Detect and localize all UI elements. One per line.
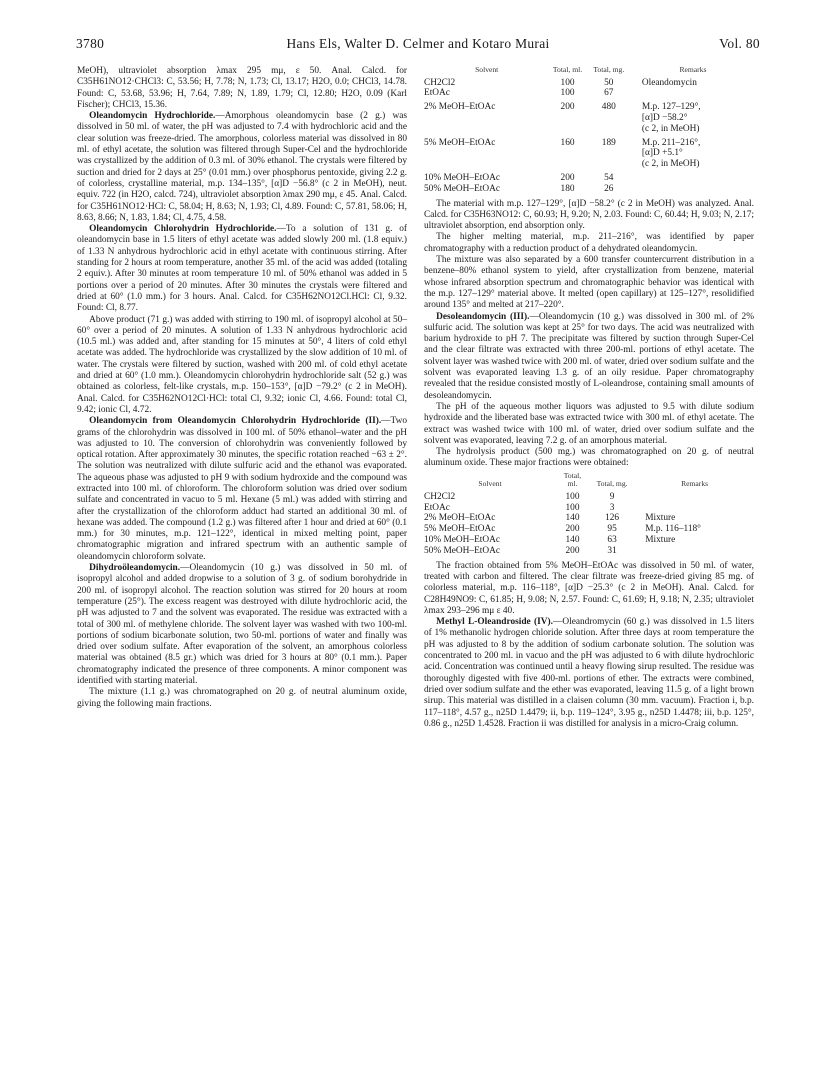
paragraph: The mixture (1.1 g.) was chromatographed on 20 g. of neutral aluminum oxide, giving the following main fractions. <box>77 687 407 709</box>
mass-cell: 126 <box>605 513 620 524</box>
column-header: Solvent <box>478 479 502 489</box>
remarks-cell: (c 2, in MeOH) <box>641 159 700 170</box>
mass-cell: 50 <box>604 77 614 88</box>
mass-cell: 480 <box>601 102 616 113</box>
table-row <box>424 159 754 170</box>
paragraph: The pH of the aqueous mother liquors was adjusted to 9.5 with dilute sodium hydroxide and the liberated base was extracted twice with 300 ml. of ethyl acetate. The extract was washed twice with 100 ml. of water, dried over sodium sulfate and the solvent was evaporated, leaving 7.2 g. of an amorphous material. <box>424 401 754 446</box>
table-row <box>424 524 754 535</box>
table-row <box>424 492 754 503</box>
remarks-cell: M.p. 116–118° <box>645 524 701 535</box>
section-heading: Desoleandomycin (III). <box>436 311 530 322</box>
fractions-table-1 <box>424 66 754 195</box>
solvent-cell: EtOAc <box>424 502 450 513</box>
table-row <box>424 184 754 195</box>
solvent-cell: 5% MeOH–EtOAc <box>424 137 496 148</box>
volume-cell: 100 <box>560 88 575 99</box>
paragraph <box>77 416 407 563</box>
paragraph: Above product (71 g.) was added with stirring to 190 ml. of isopropyl alcohol at 50–60° over a period of 20 minutes. A solution of 1.33 N anhydrous hydrochloric acid (10.5 ml.) was added and, after standing for 15 minutes at 50°, 4 liters of cold ethyl acetate was added. The hydrochloride was crystallized by the slow addition of 10 ml. of water. The crystals were filtered by suction, washed with 200 ml. of cold ethyl acetate and dried at 60° (1.0 mm.). Oleandomycin chlorohydrin hydrochloride salt (52 g.) was obtained as colorless, felt-like crystals, m.p. 150–153°, [α]D −79.2° (c 2 in MeOH). Anal. Calcd. for C35H62NO12Cl·HCl: total Cl, 9.32; ionic Cl, 4.66. Found: total Cl, 9.42; ionic Cl, 4.72. <box>77 314 407 415</box>
column-header: Solvent <box>475 65 499 74</box>
remarks-cell: [α]D −58.2° <box>641 112 688 123</box>
section-heading: Oleandomycin from Oleandomycin Chlorohydrin Hydrochloride (II). <box>89 416 382 427</box>
mass-cell: 95 <box>607 524 617 535</box>
paragraph: The material with m.p. 127–129°, [α]D −58.2° (c 2 in MeOH) was analyzed. Anal. Calcd. for C35H63NO12: C, 60.93; H, 9.20; N, 2.03. Found: C, 60.44; H, 9.03; N, 2.17; ultraviolet absorption, end absorption only. <box>424 198 754 232</box>
paragraph <box>424 312 754 402</box>
paragraph-text: —Two grams of the chlorohydrin was dissolved in 100 ml. of 50% ethanol–water and the pH was adjusted to 10. The conversion of chlorohydrin was conveniently followed by optical rotation. After approximately 30 minutes, the specific rotation reached −63 ± 2°. The solution was neutralized with dilute sulfuric acid and the ethanol was evaporated. The aqueous phase was adjusted to pH 9 with sodium hydroxide and the compound was extracted into 100 ml. of chloroform. The chloroform solution was dried over sodium sulfate and concentrated in vacuo to 5 ml. Hexane (5 ml.) was added with stirring and after the crystallization of the chloroform adduct had started an additional 30 ml. of hexane was added. The compound (1.2 g.) was filtered after 1 hour and dried at 60° (0.1 mm.) for 30 minutes, m.p. 121–122°, identical in mixed melting point, paper chromatographic migration and infrared spectrum with an authentic sample of oleandomycin chloroform solvate. <box>77 416 407 562</box>
remarks-cell <box>632 170 754 184</box>
volume-label: Vol. 80 <box>719 36 760 51</box>
remarks-cell <box>635 492 754 503</box>
volume-cell: 100 <box>565 491 580 502</box>
paragraph-text: —Oleandomycin (10 g.) was dissolved in 300 ml. of 2% sulfuric acid. The solution was kept at 25° for two days. The acid was neutralized with barium hydroxide to pH 7. The precipitate was filtered by suction through Super-Cel and the clear filtrate was extracted with three 200-ml. portions of ethyl acetate. The solvent layer was washed twice with 200 ml. of water, dried over sodium sulfate and the solvent was evaporated leaving 1.3 g. of an oily residue. Paper chromatography revealed that the residue consisted mostly of L-oleandrose, containing small amounts of desoleandomycin. <box>424 311 754 401</box>
table-row <box>424 170 754 184</box>
volume-cell: 140 <box>565 513 580 524</box>
volume-cell: 200 <box>565 524 580 535</box>
section-heading: Oleandomycin Hydrochloride. <box>89 111 216 122</box>
volume-cell: 200 <box>565 545 580 556</box>
remarks-cell <box>635 503 754 514</box>
mass-cell: 3 <box>609 502 615 513</box>
table-row <box>424 135 754 149</box>
paragraph-text: —Amorphous oleandomycin base (2 g.) was dissolved in 50 ml. of water, the pH was adjusted to 7.4 with hydrochloric acid and the clear solution was freeze-dried. The amorphous, colorless material was dissolved in 80 ml. of ethyl acetate, the solution was filtered through Super-Cel and the hydrochloride was crystallized by the addition of 0.3 ml. of 30% ethanol. The crystals were filtered by suction and dried for 2 days at 25° (0.01 mm.) over phosphorus pentoxide, giving 2.2 g. of colorless, crystalline material, m.p. 134–135°, [α]D −56.8° (c 2 in MeOH), neut. equiv. 722 (in H2O, calcd. 724), ultraviolet absorption λmax 290 mμ, ε 45. Anal. Calcd. for C35H61NO12·HCl: C, 58.04; H, 8.63; N, 1.93; Cl, 4.89. Found: C, 57.81, 58.06; H, 8.63, 8.66; N, 1.83, 1.84; Cl, 4.75, 4.58. <box>77 111 407 223</box>
remarks-cell <box>632 184 754 195</box>
table-row <box>424 535 754 546</box>
column-header: Total, ml. <box>563 470 582 489</box>
paragraph: MeOH), ultraviolet absorption λmax 295 mμ, ε 50. Anal. Calcd. for C35H61NO12·CHCl3: C, 53.56; H, 7.78; N, 1.73; Cl, 13.17; H2O, 0.0; CHCl3, 14.78. Found: C, 53.68, 53.96; H, 7.64, 7.89; N, 1.89, 1.79; Cl, 12.80; H2O, 0.09 (Karl Fischer); CHCl3, 15.36. <box>77 66 407 110</box>
table-row <box>424 503 754 514</box>
table-row <box>424 113 754 124</box>
mass-cell <box>586 159 632 170</box>
volume-cell: 100 <box>560 77 575 88</box>
remarks-cell: Mixture <box>645 513 676 524</box>
solvent-cell: 10% MeOH–EtOAc <box>424 172 501 183</box>
solvent-cell: 10% MeOH–EtOAc <box>424 535 501 546</box>
volume-cell: 160 <box>560 137 575 148</box>
volume-cell: 140 <box>565 535 580 546</box>
paragraph: The hydrolysis product (500 mg.) was chromatographed on 20 g. of neutral aluminum oxide. These major fractions were obtained: <box>424 447 754 469</box>
page-number: 3780 <box>76 36 105 51</box>
volume-cell <box>549 124 585 135</box>
paragraph: The higher melting material, m.p. 211–216°, was identified by paper chromatography with a reduction product of a dehydrated oleandomycin. <box>424 232 754 254</box>
mass-cell <box>586 124 632 135</box>
column-header: Remarks <box>681 479 709 489</box>
solvent-cell <box>424 148 549 159</box>
remarks-cell <box>632 88 754 99</box>
solvent-cell <box>424 113 549 124</box>
volume-cell: 200 <box>560 172 575 183</box>
remarks-cell <box>635 546 754 557</box>
table-row <box>424 78 754 89</box>
table-row <box>424 88 754 99</box>
table-row <box>424 148 754 159</box>
mass-cell: 189 <box>601 137 616 148</box>
remarks-cell: M.p. 211–216°, <box>641 137 701 148</box>
volume-cell: 100 <box>565 502 580 513</box>
solvent-cell: CH2Cl2 <box>424 77 456 88</box>
remarks-cell: [α]D +5.1° <box>641 148 683 159</box>
volume-cell: 180 <box>560 183 575 194</box>
fractions-table-2 <box>424 472 754 557</box>
paragraph: The fraction obtained from 5% MeOH–EtOAc was dissolved in 50 ml. of water, treated with carbon and filtered. The clear filtrate was freeze-dried giving 85 mg. of colorless material, m.p. 116–118°, [α]D −25.3° (c 2 in MeOH). Anal. Calcd. for C28H49NO9: C, 61.85; H, 9.08; N, 2.57. Found: C, 61.69; H, 9.18; N, 2.35; ultraviolet λmax 293–296 mμ ε 40. <box>424 560 754 616</box>
mass-cell: 31 <box>607 545 617 556</box>
solvent-cell <box>424 124 549 135</box>
column-header: Remarks <box>679 65 707 74</box>
paragraph-text: —Oleandomycin (10 g.) was dissolved in 50 ml. of isopropyl alcohol and added dropwise to a solution of 3 g. of sodium borohydride in 200 ml. of isopropyl alcohol. The reaction solution was stirred for 20 hours at room temperature (25°). The excess reagent was destroyed with dilute hydrochloric acid, the pH was adjusted to 7 and the solvent was evaporated. The residue was extracted with a total of 300 ml. of methylene chloride. The solvent layer was washed with two 100-ml. portions of sodium bicarbonate solution, two 50-ml. portions of water and finally was dried over sodium sulfate. After evaporation of the solvent, an amorphous colorless material was obtained (8.5 gr.) which was dried for 3 hours at 80° (0.1 mm.). Paper chromatography indicated the presence of three components. A minor component was identified with starting material. <box>77 563 407 687</box>
table-header-row <box>424 472 754 492</box>
table-row <box>424 546 754 557</box>
remarks-cell: Mixture <box>645 535 676 546</box>
mass-cell: 26 <box>604 183 614 194</box>
paragraph-text: —To a solution of 131 g. of oleandomycin base in 1.5 liters of ethyl acetate was added slowly 200 ml. (1.8 equiv.) of 1.33 N anhydrous hydrochloric acid in ethyl acetate with continuous stirring. After standing for 2 hours at room temperature, another 35 ml. of the acid was added (totaling 2 equiv.). After 30 minutes at room temperature 10 ml. of 50% ethanol was added in 5 portions over a period of 20 minutes. After 30 minutes the crystals were filtered and dried at 60° (1.0 mm.) for 3 hours. Anal. Calcd. for C35H62NO12Cl.HCl: Cl, 9.32. Found: Cl, 8.77. <box>77 224 407 314</box>
solvent-cell: 2% MeOH–EtOAc <box>424 102 496 113</box>
solvent-cell: 2% MeOH–EtOAc <box>424 513 496 524</box>
solvent-cell: CH2Cl2 <box>424 491 456 502</box>
column-header: Total, mg. <box>593 65 625 74</box>
remarks-cell: M.p. 127–129°, <box>641 102 701 113</box>
mass-cell: 9 <box>609 491 615 502</box>
paragraph: The mixture was also separated by a 600 transfer countercurrent distribution in a benzene–80% ethanol system to yield, after crystallization from benzene, material whose infrared absorption spectrum and chromatographic behavior was identical with the m.p. 127–129° material above. It melted (open capillary) at 125–127°, resolidified around 135° and melted at 217–220°. <box>424 255 754 311</box>
mass-cell: 54 <box>604 172 614 183</box>
paragraph <box>77 224 407 314</box>
right-column <box>424 66 754 730</box>
running-authors: Hans Els, Walter D. Celmer and Kotaro Murai <box>286 36 550 51</box>
mass-cell <box>586 113 632 124</box>
solvent-cell: 50% MeOH–EtOAc <box>424 545 501 556</box>
mass-cell: 67 <box>604 88 614 99</box>
section-heading: Oleandomycin Chlorohydrin Hydrochloride. <box>89 224 277 235</box>
section-heading: Methyl L-Oleandroside (IV). <box>436 617 553 628</box>
volume-cell <box>549 148 585 159</box>
section-heading: Dihydroöleandomycin. <box>89 563 181 574</box>
solvent-cell <box>424 159 549 170</box>
table-header-row <box>424 66 754 78</box>
running-header <box>76 36 760 54</box>
mass-cell: 63 <box>607 535 617 546</box>
volume-cell: 200 <box>560 102 575 113</box>
column-header: Total, ml. <box>552 65 583 74</box>
table-row <box>424 99 754 113</box>
remarks-cell: (c 2, in MeOH) <box>641 123 700 134</box>
volume-cell <box>549 113 585 124</box>
paragraph <box>77 563 407 687</box>
solvent-cell: 50% MeOH–EtOAc <box>424 183 501 194</box>
paragraph <box>77 111 407 224</box>
paragraph <box>424 617 754 730</box>
table-row <box>424 124 754 135</box>
column-header: Total, mg. <box>596 479 628 489</box>
solvent-cell: 5% MeOH–EtOAc <box>424 524 496 535</box>
volume-cell <box>549 159 585 170</box>
table-row <box>424 513 754 524</box>
remarks-cell: Oleandomycin <box>641 77 697 88</box>
left-column <box>77 66 407 710</box>
paragraph-text: —Oleandromycin (60 g.) was dissolved in 1.5 liters of 1% methanolic hydrogen chloride solution. After three days at room temperature the pH was adjusted to 8 by the addition of sodium carbonate solution. The solution was concentrated to 200 ml. in vacuo and the pH was adjusted to 6 with dilute hydrochloric acid. Concentration was continued until a heavy flowing sirup resulted. The residue was thoroughly digested with five 400-ml. portions of ether. The extracts were combined, dried over sodium sulfate and the ether was evaporated, leaving 11.5 g. of a light brown sirup. This material was distilled in a claisen column (30 mm. vacuum). Fraction i, b.p. 117–118°, 4.57 g., n25D 1.4479; ii, b.p. 119–124°, 3.95 g., n25D 1.4478; iii, b.p. 125°, 0.86 g., n25D 1.4528. Fraction ii was distilled for analysis in a micro-Craig column. <box>424 617 754 729</box>
solvent-cell: EtOAc <box>424 88 450 99</box>
mass-cell <box>586 148 632 159</box>
